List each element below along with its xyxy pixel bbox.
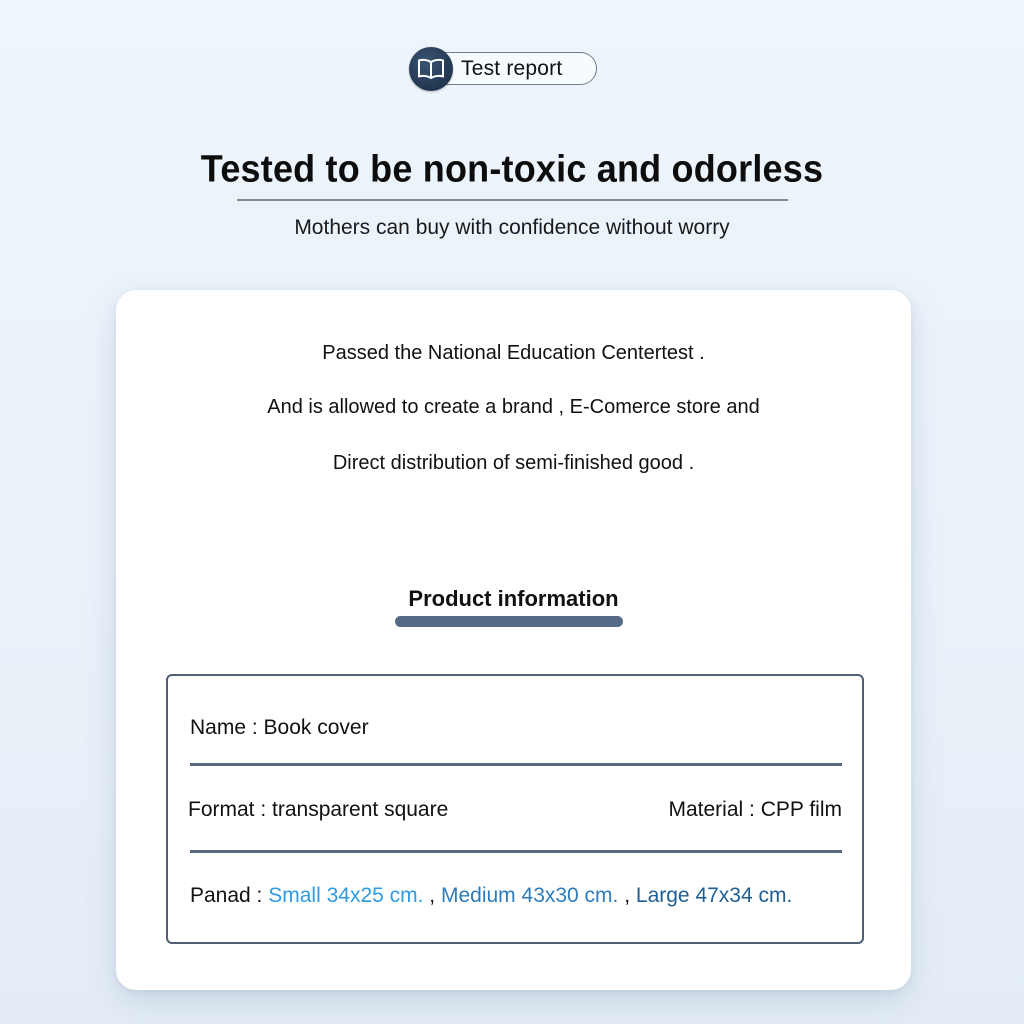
page-subheading: Mothers can buy with confidence without worry (294, 216, 730, 239)
product-sizes (190, 884, 792, 908)
size-separator-2: , (618, 884, 636, 907)
size-small: Small 34x25 cm. (268, 884, 424, 907)
size-medium: Medium 43x30 cm. (440, 884, 619, 907)
section-title-bar (395, 616, 623, 627)
product-name: Name : Book cover (190, 716, 369, 739)
test-report-badge (409, 47, 562, 91)
row-divider-1 (190, 763, 842, 766)
size-separator-1: , (423, 884, 441, 907)
page-headline: Tested to be non-toxic and odorless (200, 146, 824, 191)
headline-underline (237, 199, 788, 201)
info-card (116, 290, 911, 990)
description-line-2: And is allowed to create a brand , E-Comerce store and (267, 396, 760, 418)
product-format: Format : transparent square (188, 798, 449, 821)
row-divider-2 (190, 850, 842, 853)
description-line-1: Passed the National Education Centertest . (322, 342, 705, 364)
description-line-3: Direct distribution of semi-finished good . (332, 452, 695, 474)
open-book-icon (409, 47, 453, 91)
badge-label: Test report (461, 57, 563, 80)
product-material: Material : CPP film (668, 798, 842, 821)
panad-label: Panad : (190, 884, 269, 907)
section-title: Product information (408, 586, 619, 611)
size-large: Large 47x34 cm. (635, 884, 793, 907)
product-info-box (166, 674, 864, 944)
